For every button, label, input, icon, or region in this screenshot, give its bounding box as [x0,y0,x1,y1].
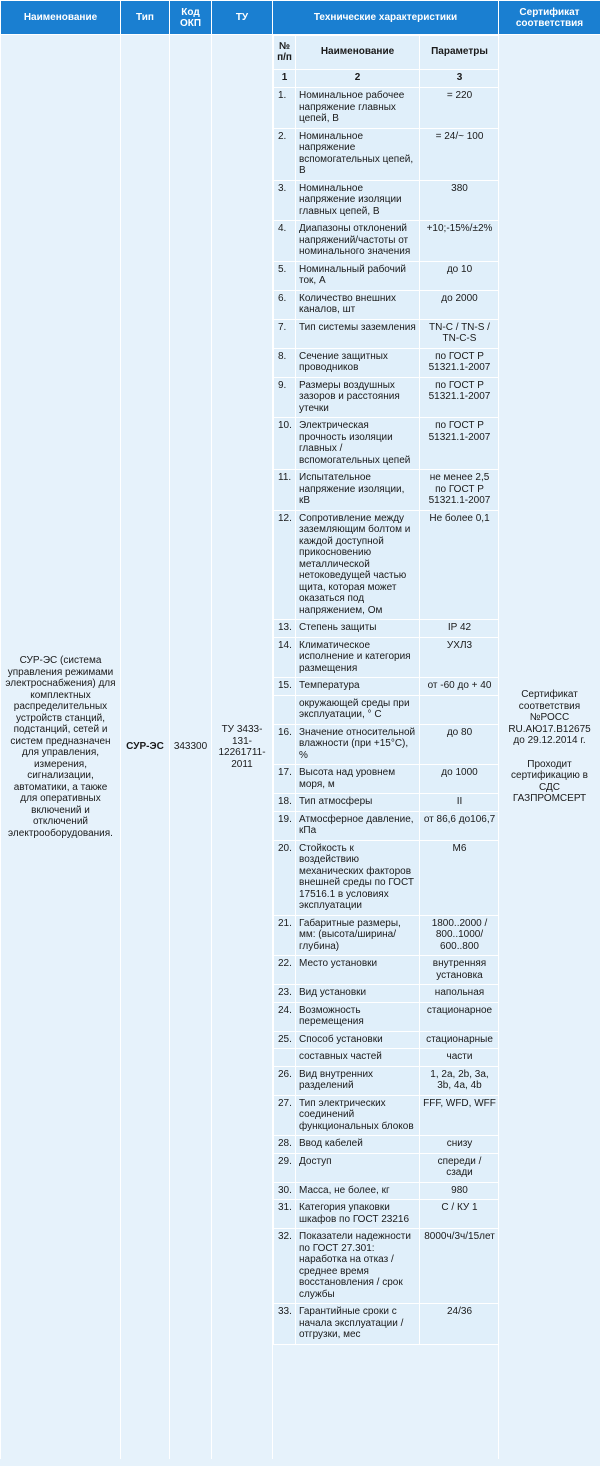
spec-number: 21. [274,915,296,956]
product-type: СУР-ЭС [121,35,170,1460]
spec-number: 18. [274,794,296,812]
spec-row [274,1200,500,1229]
spec-number: 17. [274,765,296,794]
spec-value: снизу [420,1136,500,1154]
spec-name: Значение относительной влажности (при +15°С), % [296,724,420,765]
spec-value: М6 [420,840,500,915]
spec-value: от 86,6 до106,7 [420,811,500,840]
spec-value: до 2000 [420,290,500,319]
spec-row [274,985,500,1003]
spec-row [274,128,500,180]
spec-row [274,794,500,812]
spec-row [274,620,500,638]
header-tu: ТУ [212,1,273,35]
spec-name: Тип атмосферы [296,794,420,812]
spec-row [274,88,500,129]
spec-value: 380 [420,180,500,221]
spec-value: С / КУ 1 [420,1200,500,1229]
spec-row [274,915,500,956]
spec-value: Не более 0,1 [420,510,500,620]
spec-name: Количество внешних каналов, шт [296,290,420,319]
spec-name: Способ установки [296,1031,420,1049]
spec-name: Возможность перемещения [296,1002,420,1031]
spec-value: УХЛ3 [420,637,500,678]
specs-header-params: Параметры [420,36,500,70]
spec-number: 16. [274,724,296,765]
spec-value: +10;-15%/±2% [420,221,500,262]
spec-name: Масса, не более, кг [296,1182,420,1200]
spec-name: Температура [296,678,420,696]
specs-header-row [274,36,500,70]
header-specs: Технические характеристики [273,1,499,35]
spec-number: 32. [274,1229,296,1304]
spec-name: Диапазоны отклонений напряжений/частоты от номинального значения [296,221,420,262]
specs-colnum-row [274,70,500,88]
spec-number: 26. [274,1066,296,1095]
spec-name: Электрическая прочность изоляции главных / вспомогательных цепей [296,418,420,470]
spec-row [274,348,500,377]
spec-name: Размеры воздушных зазоров и расстояния утечки [296,377,420,418]
spec-number: 10. [274,418,296,470]
specs-cell [273,35,499,1460]
certificate-text: Сертификат соответствия №РОСС RU.АЮ17.В12675 до 29.12.2014 г. [508,689,591,747]
spec-number: 25. [274,1031,296,1049]
certification-status: Проходит сертификацию в СДС ГАЗПРОМСЕРТ [511,758,588,805]
spec-row [274,261,500,290]
spec-number: 24. [274,1002,296,1031]
specs-header-name: Наименование [296,36,420,70]
spec-row [274,695,500,724]
spec-name: Показатели надежности по ГОСТ 27.301: наработка на отказ / среднее время восстановления / срок службы [296,1229,420,1304]
spec-name: Номинальное рабочее напряжение главных цепей, В [296,88,420,129]
spec-name: Степень защиты [296,620,420,638]
header-cert: Сертификат соответствия [499,1,600,35]
header-type: Тип [121,1,170,35]
spec-number: 14. [274,637,296,678]
spec-row [274,180,500,221]
spec-row [274,1182,500,1200]
spec-number: 23. [274,985,296,1003]
spec-value: по ГОСТ Р 51321.1-2007 [420,418,500,470]
spec-number: 4. [274,221,296,262]
spec-value: II [420,794,500,812]
spec-value: 1, 2a, 2b, 3a, 3b, 4a, 4b [420,1066,500,1095]
certificate-cell [499,35,600,1460]
spec-number: 33. [274,1304,296,1345]
spec-value: от -60 до + 40 [420,678,500,696]
bottom-bar [0,1459,600,1466]
spec-row [274,1095,500,1136]
product-tu: ТУ 3433-131-12261711-2011 [212,35,273,1460]
spec-name: Доступ [296,1153,420,1182]
spec-value: TN-C / TN-S / TN-C-S [420,319,500,348]
header-okp: Код ОКП [170,1,212,35]
spec-number: 30. [274,1182,296,1200]
spec-value: FFF, WFD, WFF [420,1095,500,1136]
spec-value: не менее 2,5 по ГОСТ Р 51321.1-2007 [420,470,500,511]
spec-name: Высота над уровнем моря, м [296,765,420,794]
spec-row [274,418,500,470]
spec-row [274,510,500,620]
spec-value: до 10 [420,261,500,290]
spec-number: 12. [274,510,296,620]
spec-row [274,724,500,765]
spec-value: 8000ч/3ч/15лет [420,1229,500,1304]
specs-colnum-1: 1 [274,70,296,88]
spec-row [274,678,500,696]
spec-row [274,1304,500,1345]
spec-value: стационарное [420,1002,500,1031]
spec-name: Место установки [296,956,420,985]
spec-number: 5. [274,261,296,290]
spec-value: по ГОСТ Р 51321.1-2007 [420,348,500,377]
spec-row [274,1031,500,1049]
spec-number: 13. [274,620,296,638]
spec-number: 29. [274,1153,296,1182]
spec-value: напольная [420,985,500,1003]
spec-name: Сечение защитных проводников [296,348,420,377]
spec-number: 3. [274,180,296,221]
spec-value: 24/36 [420,1304,500,1345]
table-row [1,35,600,1460]
spec-name: Испытательное напряжение изоляции, кВ [296,470,420,511]
spec-row [274,377,500,418]
product-name: СУР-ЭС (система управления режимами электроснабжения) для комплектных распределительных устройств станций, подстанций, сетей и систем предназначен для управления, измерения, сигнализации, автоматики, а также для оперативных включений и отключений электрооборудования. [1,35,121,1460]
spec-row [274,1153,500,1182]
spec-row [274,1136,500,1154]
spec-number: 22. [274,956,296,985]
spec-number [274,695,296,724]
spec-row [274,1066,500,1095]
specs-colnum-2: 2 [296,70,420,88]
spec-number: 6. [274,290,296,319]
table-header-row [1,1,600,35]
header-name: Наименование [1,1,121,35]
spec-value [420,695,500,724]
spec-name: Вид установки [296,985,420,1003]
spec-value: = 220 [420,88,500,129]
specs-colnum-3: 3 [420,70,500,88]
spec-number: 31. [274,1200,296,1229]
spec-name: составных частей [296,1049,420,1067]
spec-name: Атмосферное давление, кПа [296,811,420,840]
spec-row [274,1002,500,1031]
spec-name: Номинальное напряжение изоляции главных цепей, В [296,180,420,221]
spec-value: 1800..2000 / 800..1000/ 600..800 [420,915,500,956]
spec-name: Габаритные размеры, мм: (высота/ширина/глубина) [296,915,420,956]
spec-value: по ГОСТ Р 51321.1-2007 [420,377,500,418]
spec-number: 1. [274,88,296,129]
spec-number: 19. [274,811,296,840]
specs-header-num: № п/п [274,36,296,70]
spec-number: 9. [274,377,296,418]
spec-name: Стойкость к воздействию механических факторов внешней среды по ГОСТ 17516.1 в условиях эксплуатации [296,840,420,915]
spec-row [274,1229,500,1304]
spec-name: окружающей среды при эксплуатации, ° С [296,695,420,724]
spec-value: до 80 [420,724,500,765]
spec-row [274,221,500,262]
spec-row [274,319,500,348]
spec-value: до 1000 [420,765,500,794]
spec-number: 27. [274,1095,296,1136]
spec-row [274,840,500,915]
spec-name: Тип электрических соединений функциональных блоков [296,1095,420,1136]
spec-name: Категория упаковки шкафов по ГОСТ 23216 [296,1200,420,1229]
spec-row [274,1049,500,1067]
spec-value: = 24/~ 100 [420,128,500,180]
spec-number: 8. [274,348,296,377]
spec-row [274,811,500,840]
spec-value: 980 [420,1182,500,1200]
spec-number: 20. [274,840,296,915]
spec-number: 2. [274,128,296,180]
spec-name: Климатическое исполнение и категория размещения [296,637,420,678]
spec-name: Вид внутренних разделений [296,1066,420,1095]
spec-value: IP 42 [420,620,500,638]
spec-row [274,290,500,319]
spec-value: стационарные [420,1031,500,1049]
spec-name: Гарантийные сроки с начала эксплуатации / отгрузки, мес [296,1304,420,1345]
spec-row [274,637,500,678]
spec-name: Ввод кабелей [296,1136,420,1154]
spec-number [274,1049,296,1067]
spec-name: Сопротивление между заземляющим болтом и каждой доступной прикосновению металлической нетоковедущей частью щита, которая может оказаться под напряжением, Ом [296,510,420,620]
spec-value: спереди / сзади [420,1153,500,1182]
spec-name: Тип системы заземления [296,319,420,348]
spec-number: 11. [274,470,296,511]
spec-row [274,956,500,985]
spec-value: части [420,1049,500,1067]
specs-table [273,35,500,1345]
product-okp: 343300 [170,35,212,1460]
spec-name: Номинальный рабочий ток, А [296,261,420,290]
spec-number: 15. [274,678,296,696]
spec-number: 7. [274,319,296,348]
spec-row [274,470,500,511]
spec-name: Номинальное напряжение вспомогательных цепей, В [296,128,420,180]
spec-row [274,765,500,794]
spec-value: внутренняя установка [420,956,500,985]
spec-number: 28. [274,1136,296,1154]
